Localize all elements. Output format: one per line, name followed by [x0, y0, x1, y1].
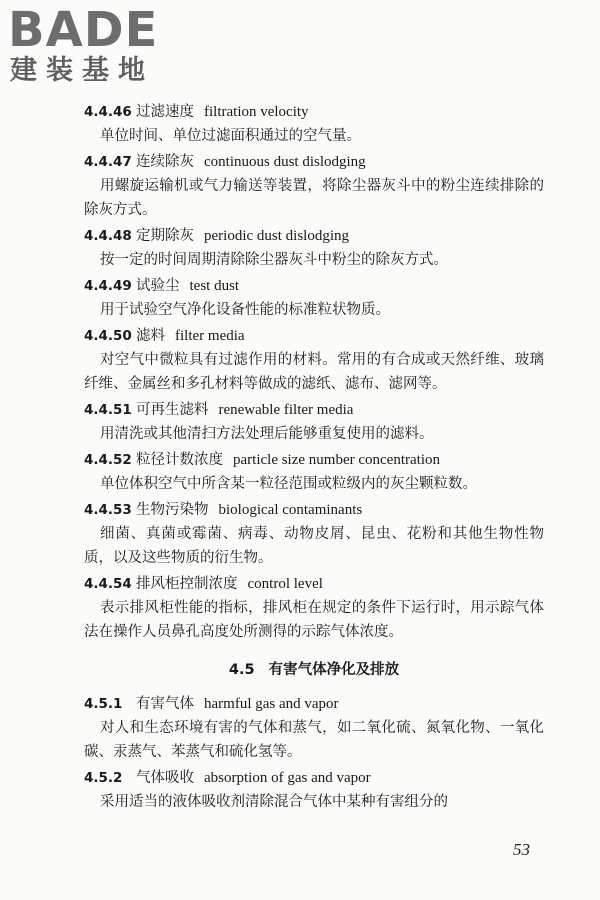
term-english: control level: [247, 576, 323, 592]
term-number: 4.4.53: [84, 502, 132, 518]
term-heading: [84, 692, 544, 716]
term-number: 4.4.46: [84, 104, 132, 120]
term-english: filter media: [175, 328, 245, 344]
section-title-text: 有害气体净化及排放: [268, 661, 400, 678]
term-definition: 按一定的时间周期清除除尘器灰斗中粉尘的除灰方式。: [100, 252, 448, 268]
term-english: particle size number concentration: [233, 452, 440, 468]
term-heading: [84, 448, 544, 472]
term-definition: 对人和生态环境有害的气体和蒸气，如二氧化硫、氮氧化物、一氧化碳、汞蒸气、苯蒸气和硫化氢等。: [84, 720, 544, 760]
term-chinese: 定期除灰: [136, 228, 194, 244]
term-english: harmful gas and vapor: [204, 696, 339, 712]
term-number: 4.4.50: [84, 328, 132, 344]
term-entry: [84, 324, 544, 396]
term-heading: [84, 324, 544, 348]
logo-subtitle: 建装基地: [10, 55, 154, 86]
term-english: filtration velocity: [204, 104, 309, 120]
page-content: [84, 100, 544, 816]
term-number: 4.4.52: [84, 452, 132, 468]
term-definition: 用清洗或其他清扫方法处理后能够重复使用的滤料。: [100, 426, 434, 442]
term-definition: 采用适当的液体吸收剂清除混合气体中某种有害组分的: [100, 794, 448, 810]
section-heading: [84, 650, 544, 690]
term-definition: 单位体积空气中所含某一粒径范围或粒级内的灰尘颗粒数。: [100, 476, 477, 492]
term-entry: [84, 766, 544, 814]
term-chinese: 气体吸收: [136, 770, 194, 786]
term-number: 4.4.48: [84, 228, 132, 244]
term-chinese: 试验尘: [136, 278, 180, 294]
term-chinese: 滤料: [136, 328, 165, 344]
term-chinese: 粒径计数浓度: [136, 452, 223, 468]
term-definition: 用螺旋运输机或气力输送等装置，将除尘器灰斗中的粉尘连续排除的除灰方式。: [84, 178, 544, 218]
term-entry: [84, 448, 544, 496]
term-english: continuous dust dislodging: [204, 154, 366, 170]
term-heading: [84, 572, 544, 596]
term-heading: [84, 766, 544, 790]
term-entry: [84, 274, 544, 322]
entry-list-4-4: [84, 100, 544, 644]
term-heading: [84, 498, 544, 522]
term-heading: [84, 274, 544, 298]
term-chinese: 有害气体: [136, 696, 194, 712]
term-definition: 单位时间、单位过滤面积通过的空气量。: [100, 128, 361, 144]
term-chinese: 可再生滤料: [136, 402, 209, 418]
term-entry: [84, 100, 544, 148]
term-heading: [84, 224, 544, 248]
term-number: 4.4.54: [84, 576, 132, 592]
term-number: 4.5.2: [84, 770, 123, 786]
term-heading: [84, 150, 544, 174]
term-english: absorption of gas and vapor: [204, 770, 371, 786]
logo-brand: BADE: [8, 2, 159, 58]
term-entry: [84, 498, 544, 570]
term-english: periodic dust dislodging: [204, 228, 349, 244]
term-definition: 用于试验空气净化设备性能的标准粒状物质。: [100, 302, 390, 318]
term-number: 4.4.47: [84, 154, 132, 170]
term-entry: [84, 692, 544, 764]
term-definition: 细菌、真菌或霉菌、病毒、动物皮屑、昆虫、花粉和其他生物性物质，以及这些物质的衍生物。: [84, 526, 544, 566]
entry-list-4-5: [84, 692, 544, 814]
term-english: test dust: [189, 278, 240, 294]
term-number: 4.5.1: [84, 696, 123, 712]
term-number: 4.4.49: [84, 278, 132, 294]
term-chinese: 过滤速度: [136, 104, 194, 120]
term-heading: [84, 398, 544, 422]
section-number: 4.5: [228, 662, 255, 678]
term-heading: [84, 100, 544, 124]
term-entry: [84, 398, 544, 446]
term-number: 4.4.51: [84, 402, 132, 418]
term-chinese: 生物污染物: [136, 502, 209, 518]
term-english: biological contaminants: [218, 502, 363, 518]
logo: [8, 4, 158, 86]
term-definition: 表示排风柜性能的指标，排风柜在规定的条件下运行时，用示踪气体法在操作人员鼻孔高度处所测得的示踪气体浓度。: [84, 600, 544, 640]
term-entry: [84, 150, 544, 222]
term-english: renewable filter media: [218, 402, 354, 418]
term-entry: [84, 572, 544, 644]
term-definition: 对空气中微粒具有过滤作用的材料。常用的有合成或天然纤维、玻璃纤维、金属丝和多孔材料等做成的滤纸、滤布、滤网等。: [84, 352, 544, 392]
term-chinese: 连续除灰: [136, 154, 194, 170]
page-number: 53: [513, 840, 530, 859]
term-entry: [84, 224, 544, 272]
term-chinese: 排风柜控制浓度: [136, 576, 238, 592]
